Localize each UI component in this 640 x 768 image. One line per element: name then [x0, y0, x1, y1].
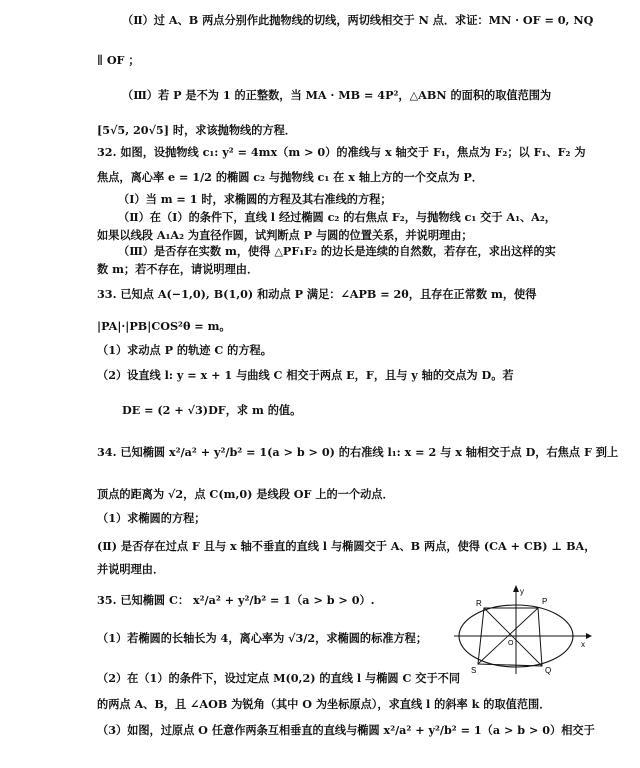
text-line — [97, 538, 640, 554]
text-line-content: 的两点 A、B，且 ∠AOB 为锐角（其中 O 为坐标原点），求直线 l 的斜率 k 的取值范围． — [97, 697, 551, 711]
text-line — [97, 722, 640, 738]
text-line — [97, 227, 640, 243]
text-line-content: (Ⅱ) 是否存在过点 F 且与 x 轴不垂直的直线 l 与椭圆交于 A、B 两点，使得 (CA + CB) ⊥ BA， — [97, 539, 596, 553]
text-line — [97, 286, 640, 302]
text-line-content: 35. 已知椭圆 C： x²/a² + y²/b² = 1（a > b > 0）. — [97, 593, 375, 607]
label-Q: Q — [545, 666, 552, 675]
diagonal-rq — [484, 608, 542, 666]
text-line-content: 顶点的距离为 √2，点 C(m,0) 是线段 OF 上的一个动点． — [97, 487, 394, 501]
inscribed-quadrilateral — [478, 608, 542, 666]
label-S: S — [471, 666, 477, 675]
text-line — [97, 561, 640, 577]
x-axis-arrow-icon — [586, 633, 592, 639]
text-line — [118, 209, 640, 225]
text-line — [97, 367, 640, 383]
text-line — [97, 510, 640, 526]
text-line — [97, 486, 640, 502]
text-line-content: （3）如图，过原点 O 任意作两条互相垂直的直线与椭圆 x²/a² + y²/b² = 1（a > b > 0）相交于 — [97, 723, 595, 737]
text-line-content: 如果以线段 A₁A₂ 为直径作圆，试判断点 P 与圆的位置关系，并说明理由； — [97, 228, 473, 242]
text-line — [97, 52, 640, 68]
text-line-content: |PA|·|PB|COS²θ = m。 — [97, 319, 231, 333]
text-line — [118, 243, 640, 259]
label-y: y — [520, 587, 524, 596]
y-axis-arrow-icon — [513, 585, 519, 592]
text-line-content: 焦点，离心率 e = 1/2 的椭圆 c₂ 与抛物线 c₁ 在 x 轴上方的一个交点为 P． — [97, 170, 483, 184]
text-line — [118, 191, 640, 207]
text-line — [97, 122, 640, 138]
text-line — [97, 144, 640, 160]
text-line — [97, 444, 640, 460]
text-line-content: ∥ OF ； — [97, 53, 140, 67]
text-line-content: DE = (2 + √3)DF，求 m 的值。 — [122, 403, 302, 417]
label-O: O — [508, 640, 514, 647]
label-x: x — [581, 640, 585, 649]
text-line — [97, 169, 640, 185]
text-line-content: （1）求椭圆的方程； — [97, 511, 206, 525]
text-line — [122, 12, 640, 28]
label-P: P — [542, 597, 548, 606]
text-line-content: （Ⅰ）当 m = 1 时，求椭圆的方程及其右准线的方程； — [118, 192, 392, 206]
ellipse-figure — [452, 584, 592, 676]
text-line — [97, 696, 640, 712]
text-line — [97, 261, 640, 277]
text-line-content: （Ⅲ）是否存在实数 m，使得 △PF₁F₂ 的边长是连续的自然数，若存在，求出这样的实 — [118, 244, 556, 258]
text-line-content: [5√5, 20√5] 时，求该抛物线的方程． — [97, 123, 296, 137]
label-R: R — [476, 599, 482, 608]
text-line-content: （1）若椭圆的长轴长为 4，离心率为 √3/2，求椭圆的标准方程； — [97, 631, 428, 645]
text-line-content: 并说明理由． — [97, 562, 165, 576]
text-line-content: （Ⅱ）在（Ⅰ）的条件下，直线 l 经过椭圆 c₂ 的右焦点 F₂，与抛物线 c₁ 交于 A₁、A₂， — [118, 210, 556, 224]
text-line-content: 33. 已知点 A(−1,0), B(1,0) 和动点 P 满足：∠APB = 2θ，且存在正常数 m，使得 — [97, 287, 537, 301]
text-line-content: 34. 已知椭圆 x²/a² + y²/b² = 1(a > b > 0) 的右准线 l₁: x = 2 与 x 轴相交于点 D，右焦点 F 到上 — [97, 445, 619, 459]
text-line — [122, 87, 640, 103]
text-line-content: （2）在（1）的条件下，设过定点 M(0,2) 的直线 l 与椭圆 C 交于不同 — [97, 671, 461, 685]
text-line-content: （1）求动点 P 的轨迹 C 的方程。 — [97, 343, 272, 357]
text-line-content: （Ⅱ）过 A、B 两点分别作此抛物线的切线，两切线相交于 N 点．求证：MN · OF = 0, NQ — [122, 13, 594, 27]
text-line-content: （Ⅲ）若 P 是不为 1 的正整数，当 MA · MB = 4P²，△ABN 的面积的取值范围为 — [122, 88, 552, 102]
text-line-content: 32. 如图，设抛物线 c₁: y² = 4mx（m > 0）的准线与 x 轴交于 F₁，焦点为 F₂；以 F₁、F₂ 为 — [97, 145, 586, 159]
text-line — [122, 402, 640, 418]
text-line-content: （2）设直线 l: y = x + 1 与曲线 C 相交于两点 E，F，且与 y 轴的交点为 D。若 — [97, 368, 514, 382]
text-line — [97, 318, 640, 334]
text-line-content: 数 m；若不存在，请说明理由． — [97, 262, 259, 276]
text-line — [97, 342, 640, 358]
